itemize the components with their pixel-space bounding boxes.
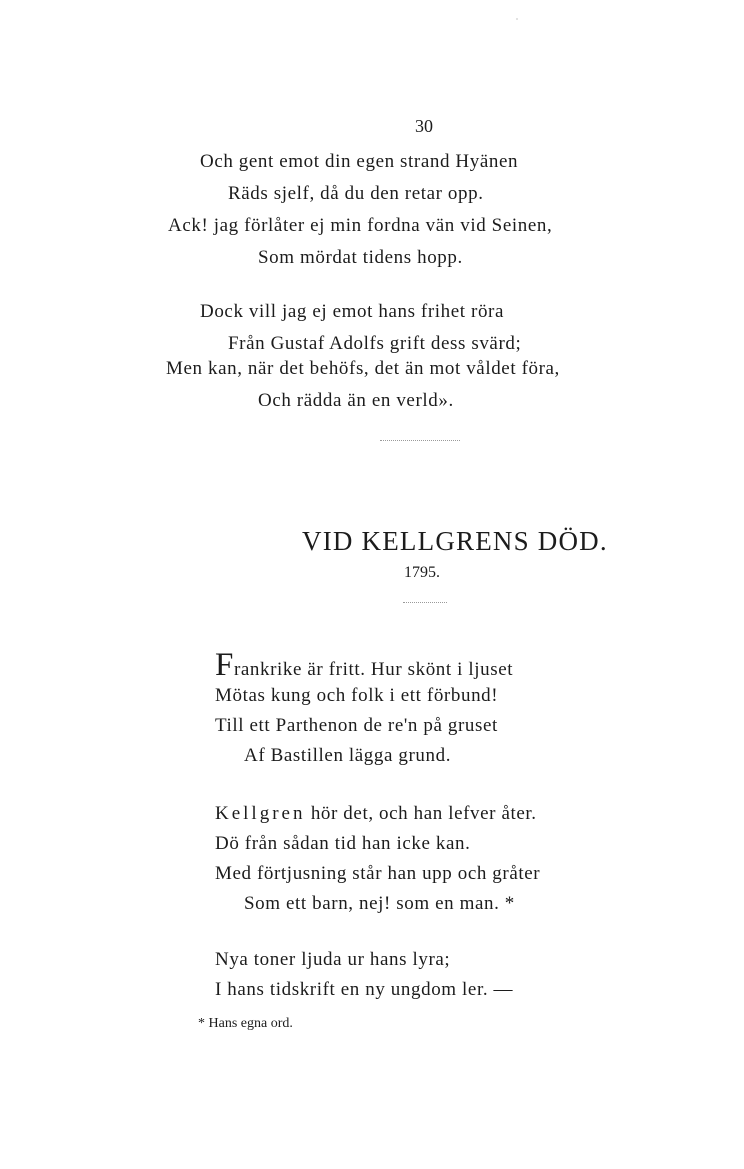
- verse-line: Af Bastillen lägga grund.: [244, 745, 452, 766]
- verse-line: I hans tidskrift en ny ungdom ler. —: [215, 979, 514, 1000]
- verse-line: Men kan, när det behöfs, det än mot våldet föra,: [166, 358, 560, 379]
- verse-line: Från Gustaf Adolfs grift dess svärd;: [228, 333, 522, 354]
- verse-line: Dö från sådan tid han icke kan.: [215, 833, 471, 854]
- footnote: * Hans egna ord.: [198, 1016, 293, 1031]
- verse-line: Med förtjusning står han upp och gråter: [215, 863, 541, 884]
- verse-line: Som ett barn, nej! som en man. *: [244, 893, 515, 914]
- verse-line: Till ett Parthenon de re'n på gruset: [215, 715, 498, 736]
- verse-line: [215, 804, 537, 823]
- verse-line: [215, 647, 514, 683]
- verse-line: Som mördat tidens hopp.: [258, 247, 463, 268]
- verse-line: Nya toner ljuda ur hans lyra;: [215, 949, 451, 970]
- verse-line: Och rädda än en verld».: [258, 390, 454, 411]
- verse-line: Mötas kung och folk i ett förbund!: [215, 685, 499, 706]
- page-number: 30: [415, 116, 433, 136]
- drop-cap: F: [215, 647, 234, 683]
- title-rule: [403, 602, 447, 603]
- poem-year: 1795.: [404, 564, 440, 581]
- spaced-name: Kellgren: [215, 803, 306, 824]
- verse-line-rest: rankrike är fritt. Hur skönt i ljuset: [233, 659, 514, 680]
- verse-line: Och gent emot din egen strand Hyänen: [200, 151, 519, 172]
- section-divider: [380, 440, 460, 441]
- verse-line: Ack! jag förlåter ej min fordna vän vid Seinen,: [168, 215, 553, 236]
- verse-line-rest: hör det, och han lefver åter.: [305, 803, 537, 824]
- verse-line: Dock vill jag ej emot hans frihet röra: [200, 301, 505, 322]
- corner-mark: [516, 18, 518, 20]
- verse-line: Räds sjelf, då du den retar opp.: [228, 183, 484, 204]
- poem-title: VID KELLGRENS DÖD.: [302, 526, 608, 556]
